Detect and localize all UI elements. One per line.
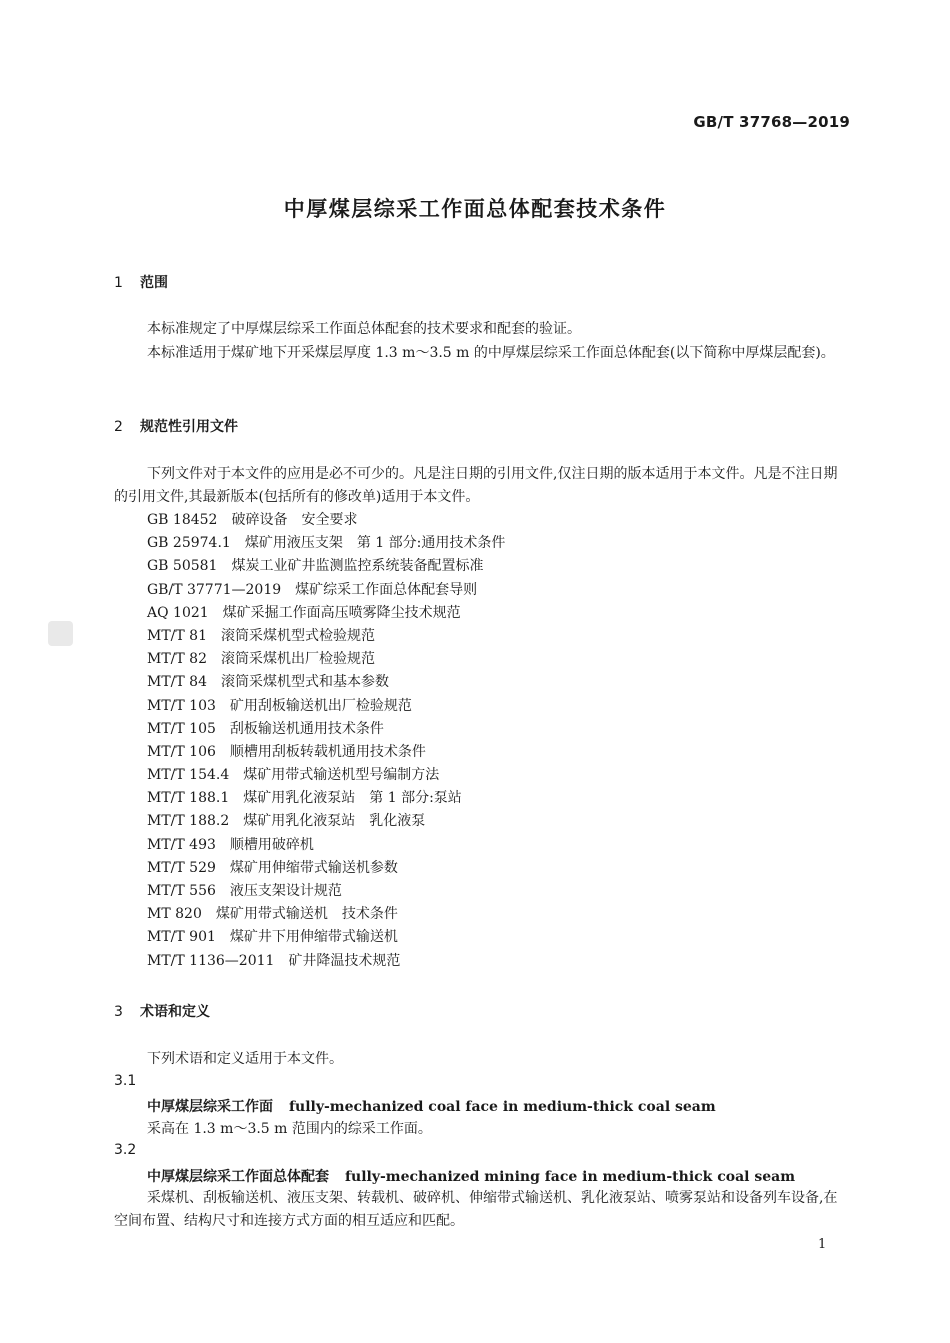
section-1-paragraph-1: 本标准规定了中厚煤层综采工作面总体配套的技术要求和配套的验证。	[147, 321, 581, 337]
reference-item	[147, 787, 505, 810]
reference-code: MT/T 1136—2011	[147, 952, 275, 969]
reference-code: MT/T 188.1	[147, 790, 230, 807]
reference-item	[147, 857, 505, 880]
term-3-1-number: 3.1	[114, 1073, 137, 1089]
reference-title: 煤矿用乳化液泵站 第 1 部分:泵站	[243, 790, 462, 807]
reference-item	[147, 671, 505, 694]
section-2-number: 2	[114, 419, 123, 435]
term-3-1-english: fully-mechanized coal face in medium-thick coal seam	[289, 1099, 716, 1115]
reference-title: 煤矿综采工作面总体配套导则	[295, 581, 478, 598]
term-3-2-chinese: 中厚煤层综采工作面总体配套	[147, 1169, 329, 1185]
reference-title: 破碎设备 安全要求	[231, 512, 358, 528]
reference-title: 顺槽用刮板转载机通用技术条件	[229, 743, 426, 760]
reference-item	[147, 741, 505, 764]
reference-title: 煤矿采掘工作面高压喷雾降尘技术规范	[222, 604, 461, 621]
reference-item	[147, 532, 505, 555]
term-3-1-chinese: 中厚煤层综采工作面	[147, 1099, 273, 1115]
reference-code: MT/T 82	[147, 651, 207, 668]
term-3-2-english: fully-mechanized mining face in medium-thick coal seam	[345, 1169, 796, 1185]
reference-item	[147, 880, 505, 903]
section-2-intro: 下列文件对于本文件的应用是必不可少的。凡是注日期的引用文件,仅注日期的版本适用于本文件。凡是不注日期的引用文件,其最新版本(包括所有的修改单)适用于本文件。	[114, 466, 838, 505]
reference-item	[147, 764, 505, 787]
reference-code: MT/T 81	[147, 627, 207, 644]
reference-code: GB/T 37771—2019	[147, 581, 282, 598]
reference-code: MT/T 493	[147, 836, 216, 853]
section-1-title: 范围	[140, 275, 168, 291]
reference-code: GB 50581	[147, 558, 218, 575]
reference-title: 煤矿用带式输送机 技术条件	[215, 906, 398, 923]
reference-item	[147, 695, 505, 718]
section-1-number: 1	[114, 275, 123, 291]
reference-title: 煤矿用带式输送机型号编制方法	[243, 767, 440, 784]
section-2-title: 规范性引用文件	[140, 419, 238, 435]
section-2-heading	[114, 416, 238, 436]
reference-title: 刮板输送机通用技术条件	[229, 720, 384, 737]
section-3-intro: 下列术语和定义适用于本文件。	[147, 1051, 343, 1067]
reference-code: MT/T 103	[147, 697, 216, 714]
section-1-paragraph-2: 本标准适用于煤矿地下开采煤层厚度 1.3 m～3.5 m 的中厚煤层综采工作面总体配套(以下简称中厚煤层配套)。	[147, 345, 835, 361]
reference-code: MT/T 84	[147, 674, 207, 691]
section-3-title: 术语和定义	[140, 1004, 210, 1020]
page-number: 1	[818, 1237, 827, 1252]
reference-item	[147, 579, 505, 602]
reference-title: 矿用刮板输送机出厂检验规范	[229, 697, 412, 714]
reference-code: MT/T 529	[147, 859, 216, 876]
reference-code: MT/T 188.2	[147, 813, 230, 830]
term-3-2-number: 3.2	[114, 1142, 137, 1158]
reference-item	[147, 903, 505, 926]
reference-code: MT/T 556	[147, 883, 216, 899]
reference-title: 煤炭工业矿井监测监控系统装备配置标准	[231, 558, 484, 575]
term-3-1-definition: 采高在 1.3 m～3.5 m 范围内的综采工作面。	[147, 1121, 432, 1137]
reference-item	[147, 555, 505, 578]
reference-code: GB 25974.1	[147, 535, 231, 552]
term-3-2-title	[147, 1166, 795, 1186]
document-title: 中厚煤层综采工作面总体配套技术条件	[283, 197, 667, 221]
margin-mark	[48, 621, 73, 646]
reference-title: 煤矿井下用伸缩带式输送机	[229, 929, 398, 946]
reference-title: 煤矿用液压支架 第 1 部分:通用技术条件	[244, 535, 506, 552]
reference-item	[147, 810, 505, 833]
reference-item	[147, 509, 505, 532]
reference-title: 滚筒采煤机型式和基本参数	[221, 674, 389, 691]
reference-item	[147, 602, 505, 625]
section-3-number: 3	[114, 1004, 123, 1020]
reference-title: 矿井降温技术规范	[288, 952, 401, 969]
reference-code: GB 18452	[147, 512, 218, 528]
term-3-2-definition: 采煤机、刮板输送机、液压支架、转载机、破碎机、伸缩带式输送机、乳化液泵站、喷雾泵站和设备列车设备,在空间布置、结构尺寸和连接方式方面的相互适应和匹配。	[114, 1190, 838, 1229]
reference-code: MT 820	[147, 906, 202, 923]
reference-item	[147, 648, 505, 671]
reference-title: 煤矿用伸缩带式输送机参数	[229, 859, 398, 876]
reference-title: 煤矿用乳化液泵站 乳化液泵	[243, 813, 426, 830]
term-3-1-title	[147, 1096, 716, 1116]
reference-item	[147, 718, 505, 741]
reference-code: MT/T 106	[147, 743, 216, 760]
reference-title: 滚筒采煤机型式检验规范	[221, 627, 375, 644]
reference-item	[147, 834, 505, 857]
reference-list	[147, 509, 505, 973]
reference-title: 滚筒采煤机出厂检验规范	[221, 651, 375, 668]
standard-code: GB/T 37768—2019	[693, 113, 850, 131]
reference-item	[147, 926, 505, 949]
reference-item	[147, 950, 505, 973]
reference-code: MT/T 154.4	[147, 767, 230, 784]
reference-code: MT/T 901	[147, 929, 216, 946]
reference-code: MT/T 105	[147, 720, 216, 737]
reference-title: 顺槽用破碎机	[229, 836, 314, 853]
reference-item	[147, 625, 505, 648]
section-1-heading	[114, 272, 168, 292]
reference-title: 液压支架设计规范	[229, 883, 342, 899]
reference-code: AQ 1021	[147, 604, 209, 621]
section-3-heading	[114, 1001, 210, 1021]
